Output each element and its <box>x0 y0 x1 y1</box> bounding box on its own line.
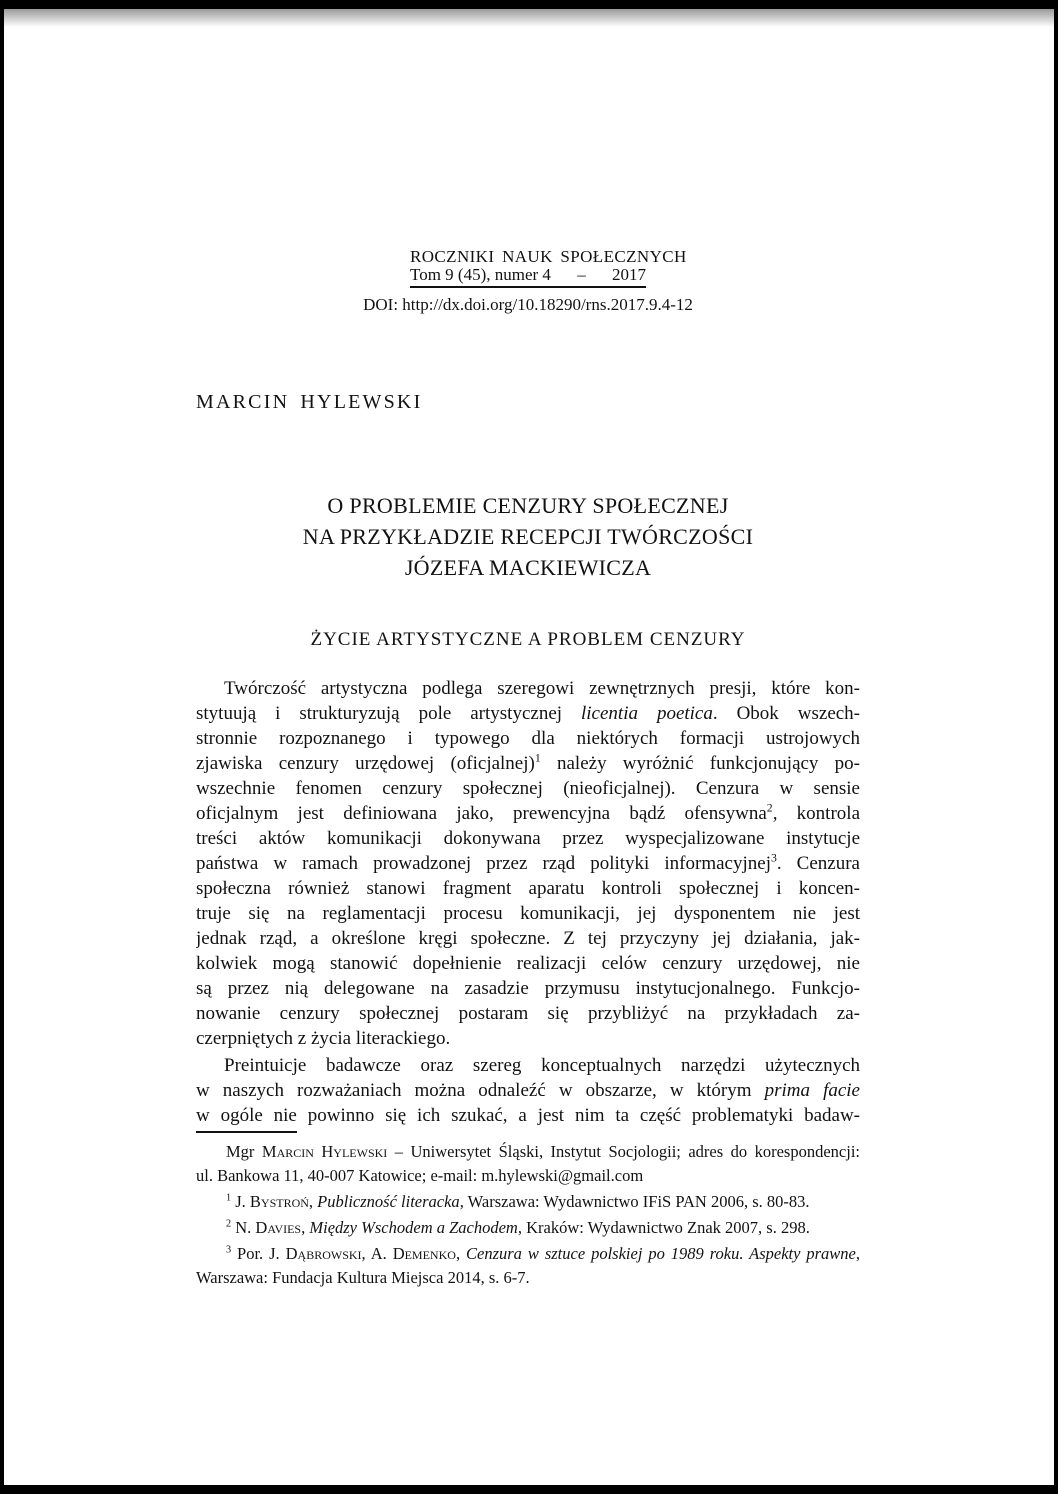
masthead-box <box>410 247 687 288</box>
text-line: społeczna również stanowi fragment aparatu kontroli społecznej i koncen- <box>196 878 860 899</box>
volume-number: Tom 9 (45), numer 4 <box>410 265 551 284</box>
article-title <box>196 490 860 583</box>
body-paragraph <box>196 676 860 1051</box>
text-line: truje się na reglamentacji procesu komunikacji, jej dysponentem nie jest <box>196 903 860 924</box>
text-line: $^3$ Por. J. Dąbrowski, A. Demenko, Cenzura w sztuce polskiej po 1989 roku. Aspekty prawne, <box>226 1244 860 1263</box>
journal-name: ROCZNIKI NAUK SPOŁECZNYCH <box>410 247 687 266</box>
author-name: MARCIN HYLEWSKI <box>196 391 423 413</box>
volume-line <box>410 266 646 284</box>
text-line: państwa w ramach prowadzonej przez rząd polityki informacyjnej$^3$. Cenzura <box>196 851 860 874</box>
text-line: w naszych rozważaniach można odnaleźć w obszarze, w którym prima facie <box>196 1080 860 1101</box>
text-line: $^1$ J. Bystroń, Publiczność literacka, Warszawa: Wydawnictwo IFiS PAN 2006, s. 80-83. <box>226 1192 810 1211</box>
text-line: stronnie rozpoznanego i typowego dla niektórych formacji ustrojowych <box>196 728 860 749</box>
article-title-line: JÓZEFA MACKIEWICZA <box>404 555 652 580</box>
text-line: jednak rząd, a określone kręgi społeczne. Z tej przyczyny jej działania, jak- <box>196 928 860 949</box>
article-title-line: O PROBLEMIE CENZURY SPOŁECZNEJ <box>327 493 729 518</box>
journal-masthead <box>410 247 687 288</box>
text-line: nowanie cenzury społecznej postaram się przybliżyć na przykładach za- <box>196 1003 860 1024</box>
text-line: wszechnie fenomen cenzury społecznej (nieoficjalnej). Cenzura w sensie <box>196 778 860 799</box>
footnote <box>196 1190 860 1214</box>
text-line: kolwiek mogą stanowić dopełnienie realizacji celów cenzury urzędowej, nie <box>196 953 860 974</box>
doi-line: DOI: http://dx.doi.org/10.18290/rns.2017.9.4-12 <box>363 295 693 314</box>
text-line: czerpniętych z życia literackiego. <box>196 1028 451 1049</box>
footnote <box>196 1140 860 1188</box>
section-heading: ŻYCIE ARTYSTYCZNE A PROBLEM CENZURY <box>310 629 746 650</box>
page-content <box>196 248 860 1290</box>
text-line: treści aktów komunikacji dokonywana przez wyspecjalizowane instytucje <box>196 828 860 849</box>
footnote <box>196 1216 860 1240</box>
article-body <box>196 676 860 1128</box>
text-line: Twórczość artystyczna podlega szeregowi zewnętrznych presji, które kon- <box>224 678 860 699</box>
text-line: zjawiska cenzury urzędowej (oficjalnej)$^1$ należy wyróżnić funkcjonujący po- <box>196 751 860 774</box>
footnotes <box>196 1140 860 1290</box>
volume-dash: – <box>577 265 586 284</box>
footnote-separator-rule <box>196 1131 297 1133</box>
body-paragraph <box>196 1053 860 1128</box>
text-line: Preintuicje badawcze oraz szereg konceptualnych narzędzi użytecznych <box>224 1055 860 1076</box>
text-line: w ogóle nie powinno się ich szukać, a jest nim ta część problematyki badaw- <box>196 1105 860 1126</box>
text-line: Mgr Marcin Hylewski – Uniwersytet Śląski, Instytut Socjologii; adres do korespondencji: <box>226 1142 860 1161</box>
text-line: ul. Bankowa 11, 40-007 Katowice; e-mail: m.hylewski@gmail.com <box>196 1166 644 1185</box>
text-line: Warszawa: Fundacja Kultura Miejsca 2014, s. 6-7. <box>196 1268 530 1287</box>
text-line: są przez nią delegowane na zasadzie przymusu instytucjonalnego. Funkcjo- <box>196 978 860 999</box>
volume-year: 2017 <box>612 265 646 284</box>
article-title-line: NA PRZYKŁADZIE RECEPCJI TWÓRCZOŚCI <box>302 524 754 549</box>
text-line: stytuują i strukturyzują pole artystycznej licentia poetica. Obok wszech- <box>196 703 860 724</box>
text-line: oficjalnym jest definiowana jako, prewencyjna bądź ofensywna$^2$, kontrola <box>196 801 860 824</box>
text-line: $^2$ N. Davies, Między Wschodem a Zachodem, Kraków: Wydawnictwo Znak 2007, s. 298. <box>226 1218 810 1237</box>
footnote <box>196 1242 860 1290</box>
